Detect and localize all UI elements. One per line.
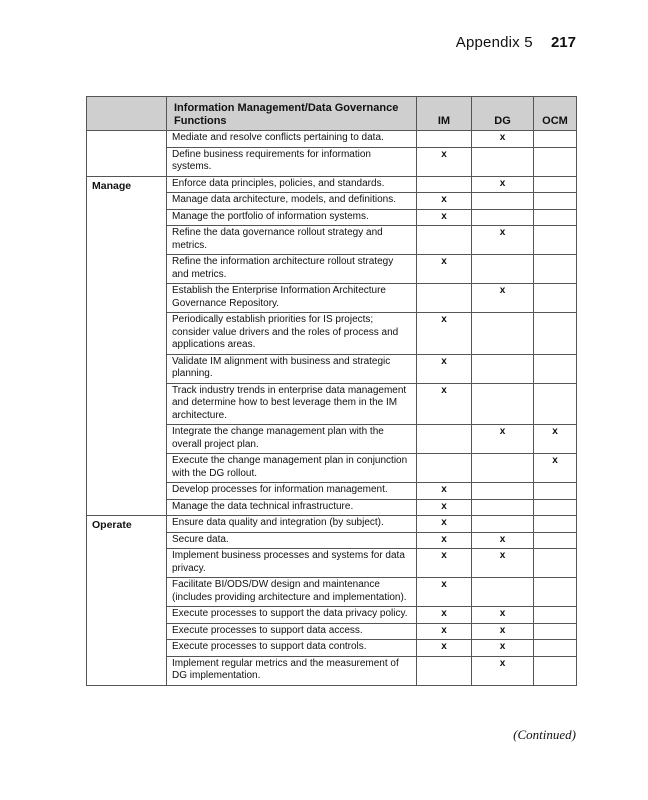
- table-body: [87, 131, 577, 686]
- im-mark-cell: [417, 425, 472, 454]
- ocm-mark-cell: [534, 640, 577, 657]
- function-cell: Facilitate BI/ODS/DW design and maintenance (includes providing architecture and implementation).: [167, 578, 417, 607]
- im-mark-cell: x: [417, 532, 472, 549]
- dg-mark-cell: [472, 354, 534, 383]
- function-cell: Manage the data technical infrastructure.: [167, 499, 417, 516]
- im-mark-cell: x: [417, 549, 472, 578]
- ocm-mark-cell: [534, 209, 577, 226]
- im-mark-cell: x: [417, 255, 472, 284]
- function-cell: Refine the data governance rollout strategy and metrics.: [167, 226, 417, 255]
- ocm-column-header: OCM: [534, 97, 577, 131]
- table-header-row: [87, 97, 577, 131]
- dg-mark-cell: [472, 499, 534, 516]
- function-cell: Manage the portfolio of information systems.: [167, 209, 417, 226]
- im-mark-cell: x: [417, 516, 472, 533]
- phase-cell: Manage: [87, 176, 167, 516]
- function-cell: Enforce data principles, policies, and standards.: [167, 176, 417, 193]
- function-cell: Refine the information architecture rollout strategy and metrics.: [167, 255, 417, 284]
- function-cell: Integrate the change management plan with the overall project plan.: [167, 425, 417, 454]
- function-cell: Establish the Enterprise Information Architecture Governance Repository.: [167, 284, 417, 313]
- dg-mark-cell: x: [472, 284, 534, 313]
- ocm-mark-cell: [534, 607, 577, 624]
- ocm-mark-cell: [534, 193, 577, 210]
- table-row: [87, 516, 577, 533]
- ocm-mark-cell: [534, 354, 577, 383]
- continued-text: (Continued): [513, 727, 576, 742]
- im-mark-cell: x: [417, 354, 472, 383]
- dg-mark-cell: [472, 483, 534, 500]
- appendix-label: Appendix 5: [455, 34, 533, 51]
- dg-mark-cell: [472, 255, 534, 284]
- governance-functions-table: [86, 96, 577, 686]
- ocm-mark-cell: [534, 147, 577, 176]
- ocm-mark-cell: [534, 499, 577, 516]
- function-cell: Ensure data quality and integration (by subject).: [167, 516, 417, 533]
- im-mark-cell: [417, 131, 472, 148]
- ocm-mark-cell: [534, 516, 577, 533]
- ocm-mark-cell: [534, 578, 577, 607]
- im-mark-cell: [417, 176, 472, 193]
- table-row: [87, 131, 577, 148]
- phase-cell: Operate: [87, 516, 167, 686]
- im-mark-cell: x: [417, 607, 472, 624]
- dg-mark-cell: x: [472, 549, 534, 578]
- im-mark-cell: x: [417, 147, 472, 176]
- dg-mark-cell: x: [472, 131, 534, 148]
- function-column-header: Information Management/Data Governance Functions: [167, 97, 417, 131]
- table-row: [87, 176, 577, 193]
- im-mark-cell: x: [417, 640, 472, 657]
- function-cell: Execute processes to support the data privacy policy.: [167, 607, 417, 624]
- ocm-mark-cell: [534, 656, 577, 685]
- dg-mark-cell: [472, 209, 534, 226]
- im-mark-cell: x: [417, 483, 472, 500]
- function-cell: Define business requirements for information systems.: [167, 147, 417, 176]
- function-cell: Mediate and resolve conflicts pertaining to data.: [167, 131, 417, 148]
- function-cell: Implement business processes and systems for data privacy.: [167, 549, 417, 578]
- ocm-mark-cell: [534, 284, 577, 313]
- dg-mark-cell: [472, 516, 534, 533]
- ocm-mark-cell: x: [534, 425, 577, 454]
- function-cell: Execute processes to support data controls.: [167, 640, 417, 657]
- function-cell: Execute processes to support data access.: [167, 623, 417, 640]
- im-mark-cell: x: [417, 313, 472, 355]
- dg-mark-cell: x: [472, 425, 534, 454]
- dg-mark-cell: x: [472, 532, 534, 549]
- dg-mark-cell: [472, 313, 534, 355]
- im-mark-cell: [417, 284, 472, 313]
- im-mark-cell: [417, 454, 472, 483]
- dg-mark-cell: x: [472, 640, 534, 657]
- function-cell: Execute the change management plan in conjunction with the DG rollout.: [167, 454, 417, 483]
- dg-mark-cell: x: [472, 656, 534, 685]
- dg-mark-cell: x: [472, 226, 534, 255]
- im-mark-cell: x: [417, 499, 472, 516]
- dg-mark-cell: x: [472, 176, 534, 193]
- im-mark-cell: x: [417, 209, 472, 226]
- ocm-mark-cell: [534, 226, 577, 255]
- ocm-mark-cell: [534, 549, 577, 578]
- ocm-mark-cell: [534, 383, 577, 425]
- im-mark-cell: x: [417, 578, 472, 607]
- ocm-mark-cell: [534, 255, 577, 284]
- dg-mark-cell: [472, 147, 534, 176]
- function-cell: Secure data.: [167, 532, 417, 549]
- ocm-mark-cell: [534, 176, 577, 193]
- im-mark-cell: x: [417, 193, 472, 210]
- dg-mark-cell: x: [472, 607, 534, 624]
- function-cell: Develop processes for information management.: [167, 483, 417, 500]
- phase-column-header: [87, 97, 167, 131]
- dg-mark-cell: [472, 578, 534, 607]
- function-cell: Manage data architecture, models, and definitions.: [167, 193, 417, 210]
- im-column-header: IM: [417, 97, 472, 131]
- running-head: [456, 34, 576, 51]
- phase-cell: [87, 131, 167, 177]
- page-number: 217: [550, 34, 576, 51]
- im-mark-cell: x: [417, 623, 472, 640]
- continued-note: [513, 727, 576, 743]
- dg-mark-cell: [472, 383, 534, 425]
- im-mark-cell: [417, 656, 472, 685]
- dg-mark-cell: [472, 193, 534, 210]
- ocm-mark-cell: [534, 532, 577, 549]
- function-cell: Periodically establish priorities for IS projects; consider value drivers and the roles of process and applications areas.: [167, 313, 417, 355]
- im-mark-cell: [417, 226, 472, 255]
- function-cell: Implement regular metrics and the measurement of DG implementation.: [167, 656, 417, 685]
- ocm-mark-cell: [534, 313, 577, 355]
- ocm-mark-cell: [534, 483, 577, 500]
- ocm-mark-cell: x: [534, 454, 577, 483]
- im-mark-cell: x: [417, 383, 472, 425]
- function-cell: Validate IM alignment with business and strategic planning.: [167, 354, 417, 383]
- dg-column-header: DG: [472, 97, 534, 131]
- ocm-mark-cell: [534, 131, 577, 148]
- function-cell: Track industry trends in enterprise data management and determine how to best leverage them in the IM architecture.: [167, 383, 417, 425]
- ocm-mark-cell: [534, 623, 577, 640]
- dg-mark-cell: x: [472, 623, 534, 640]
- dg-mark-cell: [472, 454, 534, 483]
